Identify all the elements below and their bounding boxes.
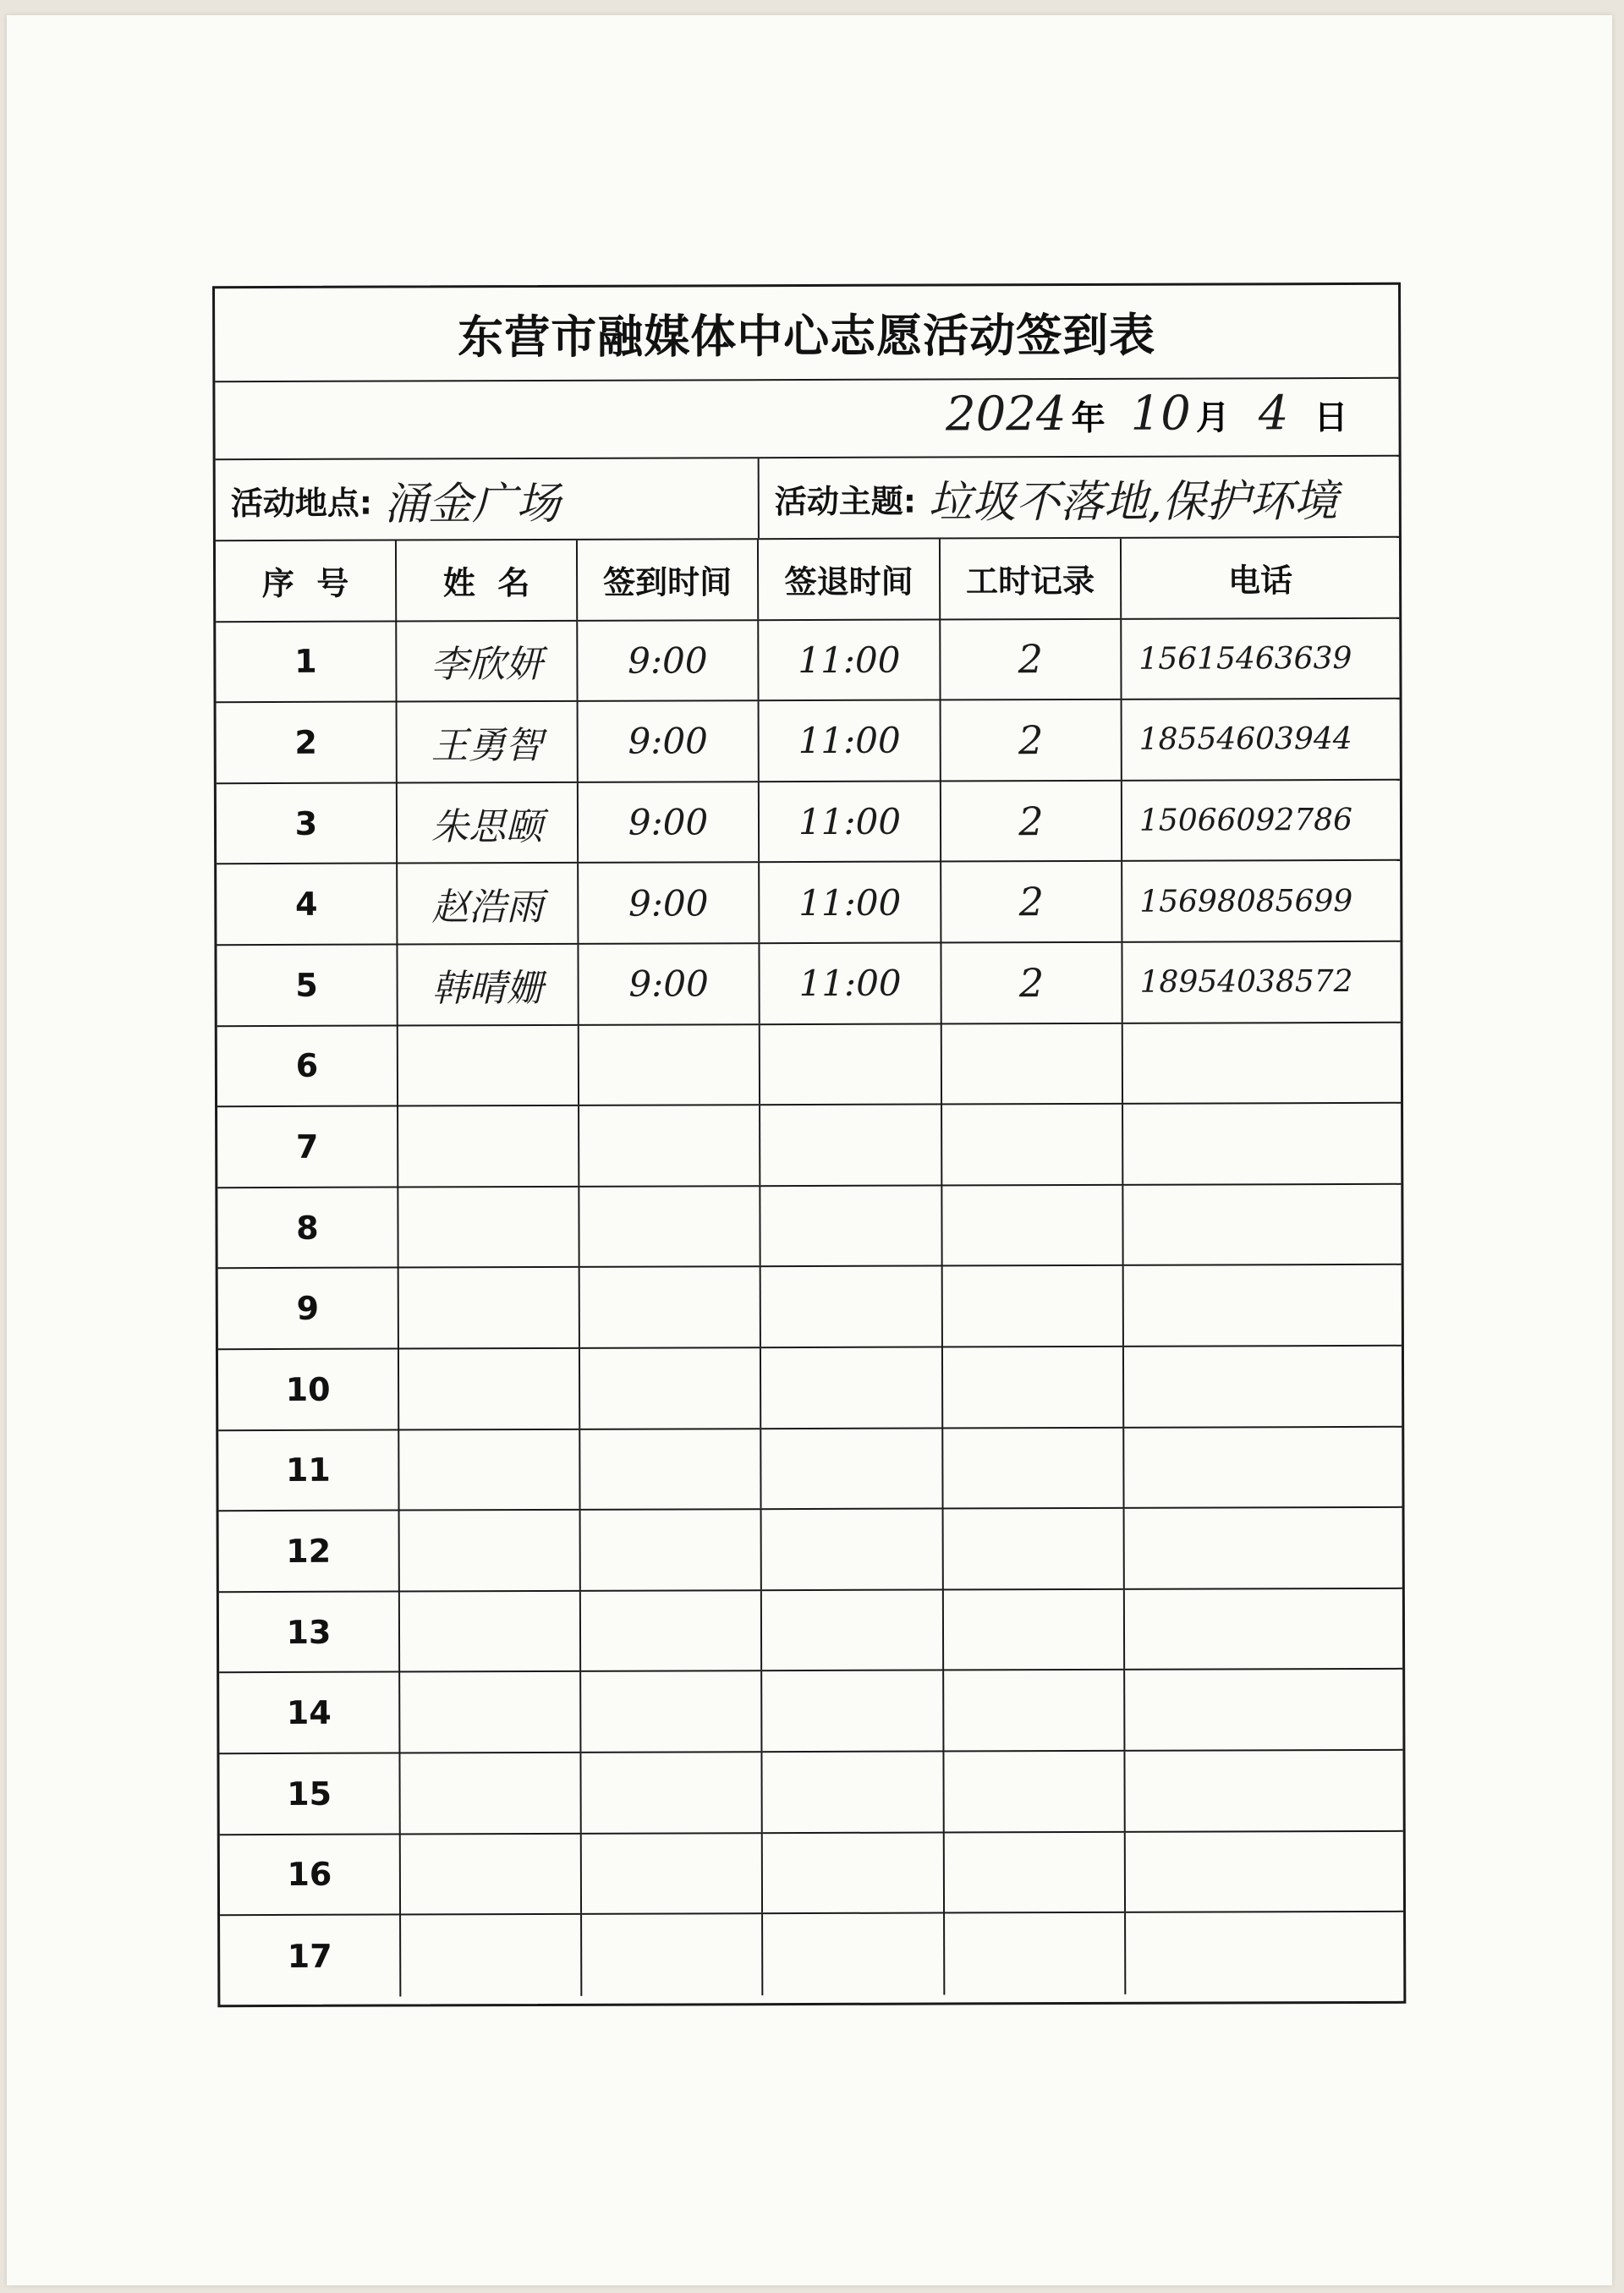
date-row	[215, 379, 1398, 460]
cell-name	[398, 1025, 579, 1105]
cell-hours	[942, 1105, 1123, 1184]
cell-index: 4	[217, 864, 398, 944]
table-row	[217, 1104, 1401, 1188]
cell-hours	[942, 1186, 1123, 1265]
cell-phone	[1124, 1347, 1402, 1427]
cell-name	[401, 1915, 582, 1996]
cell-hours: 2	[941, 700, 1122, 780]
cell-hours: 2	[941, 862, 1122, 941]
cell-hours: 2	[941, 619, 1122, 699]
location-cell	[216, 458, 760, 540]
info-row	[216, 457, 1399, 541]
cell-sign-out-time	[763, 1833, 945, 1912]
cell-sign-in-time	[580, 1268, 761, 1347]
form-title: 东营市融媒体中心志愿活动签到表	[458, 308, 1156, 365]
cell-phone	[1125, 1589, 1402, 1670]
cell-sign-in-time	[580, 1348, 761, 1428]
cell-hours	[942, 1023, 1123, 1103]
table-row	[219, 1508, 1402, 1593]
table-row	[217, 1023, 1401, 1107]
cell-sign-out-time	[762, 1590, 944, 1670]
cell-index: 3	[217, 783, 398, 863]
cell-hours	[943, 1428, 1124, 1507]
cell-name: 朱思颐	[398, 783, 579, 863]
cell-name	[400, 1592, 581, 1671]
cell-phone	[1126, 1831, 1403, 1912]
cell-sign-out-time: 11:00	[760, 944, 941, 1023]
table-row	[217, 699, 1400, 784]
cell-index: 10	[218, 1350, 399, 1429]
cell-sign-in-time: 9:00	[579, 701, 760, 781]
cell-sign-out-time	[761, 1267, 943, 1347]
cell-index: 7	[217, 1107, 398, 1187]
table-row	[216, 618, 1399, 703]
cell-hours	[945, 1913, 1126, 1994]
header-name: 姓 名	[397, 540, 578, 620]
cell-index: 14	[219, 1673, 400, 1753]
cell-index: 6	[217, 1026, 398, 1105]
table-row	[218, 1347, 1402, 1431]
cell-phone: 15615463639	[1138, 640, 1352, 677]
cell-phone: 15066092786	[1138, 803, 1353, 838]
cell-name: 韩晴姗	[398, 945, 579, 1024]
cell-phone	[1125, 1670, 1402, 1750]
cell-sign-in-time: 9:00	[579, 782, 760, 862]
header-phone: 电话	[1228, 562, 1293, 600]
cell-sign-out-time	[761, 1429, 943, 1508]
header-sign-in-time: 签到时间	[578, 540, 759, 619]
cell-hours	[944, 1590, 1125, 1670]
cell-sign-out-time	[761, 1347, 943, 1427]
date-year-label: 年	[1071, 398, 1106, 439]
cell-name	[398, 1188, 579, 1267]
cell-sign-in-time	[582, 1914, 763, 1995]
table-row	[220, 1831, 1403, 1916]
cell-phone: 18954038572	[1139, 964, 1353, 1001]
cell-phone	[1124, 1265, 1402, 1346]
cell-phone	[1125, 1751, 1402, 1831]
date-month: 10	[1130, 386, 1191, 442]
cell-sign-in-time: 9:00	[578, 621, 759, 700]
sign-in-form	[212, 283, 1406, 2007]
cell-index: 8	[217, 1188, 398, 1267]
cell-name	[399, 1429, 580, 1509]
header-sign-out-time: 签退时间	[759, 540, 941, 619]
cell-phone	[1126, 1912, 1403, 1994]
cell-hours: 2	[941, 943, 1122, 1023]
cell-hours	[943, 1347, 1124, 1427]
cell-sign-out-time	[762, 1752, 944, 1831]
location-label: 活动地点:	[230, 484, 373, 522]
cell-hours	[944, 1752, 1125, 1831]
cell-index: 9	[218, 1269, 399, 1348]
table-row	[217, 942, 1400, 1027]
table-header-row	[216, 538, 1399, 623]
header-hours: 工时记录	[941, 539, 1122, 618]
cell-sign-in-time	[579, 1025, 760, 1105]
table-row	[218, 1427, 1402, 1511]
cell-sign-out-time	[760, 1186, 942, 1265]
cell-sign-in-time	[580, 1429, 761, 1509]
date-year: 2024	[945, 387, 1067, 442]
theme-label: 活动主题:	[774, 482, 917, 520]
theme-cell	[760, 457, 1399, 538]
cell-index: 1	[216, 622, 397, 701]
table-row	[219, 1751, 1402, 1835]
cell-phone	[1125, 1508, 1402, 1588]
form-date	[946, 386, 1348, 442]
cell-sign-in-time: 9:00	[579, 944, 760, 1023]
cell-phone	[1123, 1104, 1401, 1184]
table-row	[217, 781, 1400, 865]
cell-hours	[944, 1670, 1125, 1750]
cell-name	[399, 1268, 580, 1347]
cell-index: 13	[219, 1592, 400, 1671]
cell-index: 15	[219, 1754, 400, 1834]
table-row	[220, 1912, 1403, 1997]
cell-sign-out-time: 11:00	[760, 863, 941, 942]
table-row	[217, 861, 1400, 946]
paper-sheet	[7, 15, 1612, 2285]
cell-hours: 2	[941, 782, 1122, 861]
cell-name: 李欣妍	[397, 621, 578, 700]
cell-sign-out-time: 11:00	[760, 782, 941, 861]
cell-phone: 15698085699	[1139, 883, 1353, 919]
date-month-label: 月	[1195, 398, 1230, 438]
cell-index: 5	[217, 946, 398, 1025]
cell-sign-out-time: 11:00	[759, 620, 941, 699]
cell-index: 12	[219, 1511, 400, 1591]
cell-name	[401, 1834, 582, 1913]
cell-name	[399, 1349, 580, 1429]
cell-sign-in-time	[579, 1187, 760, 1266]
cell-name	[400, 1511, 581, 1590]
cell-sign-in-time	[581, 1591, 762, 1670]
cell-index: 16	[220, 1835, 401, 1914]
date-day: 4	[1258, 386, 1289, 442]
cell-name	[398, 1106, 579, 1186]
cell-sign-out-time	[762, 1510, 944, 1589]
cell-name: 王勇智	[398, 702, 579, 782]
table-row	[219, 1589, 1402, 1674]
cell-sign-in-time	[582, 1834, 763, 1913]
cell-name	[400, 1753, 581, 1833]
cell-index: 2	[217, 703, 398, 782]
sign-in-table	[216, 538, 1403, 2005]
cell-phone	[1123, 1023, 1401, 1103]
table-row	[219, 1670, 1402, 1754]
table-row	[218, 1265, 1402, 1350]
cell-index: 11	[218, 1430, 399, 1510]
cell-sign-in-time: 9:00	[579, 864, 760, 943]
cell-name: 赵浩雨	[398, 864, 579, 943]
cell-sign-out-time	[762, 1671, 944, 1751]
cell-sign-out-time	[763, 1914, 945, 1995]
title-row	[215, 285, 1398, 382]
cell-sign-in-time	[581, 1672, 762, 1752]
cell-sign-out-time	[760, 1024, 942, 1104]
cell-sign-in-time	[579, 1105, 760, 1185]
cell-hours	[945, 1832, 1126, 1912]
cell-phone	[1123, 1185, 1401, 1265]
cell-hours	[944, 1509, 1125, 1588]
cell-phone: 18554603944	[1138, 721, 1352, 758]
header-index: 序 号	[216, 541, 397, 621]
cell-name	[400, 1672, 581, 1752]
date-day-label: 日	[1314, 398, 1348, 438]
cell-sign-out-time: 11:00	[760, 701, 941, 781]
cell-sign-in-time	[581, 1510, 762, 1589]
cell-phone	[1124, 1427, 1402, 1507]
cell-hours	[943, 1266, 1124, 1346]
table-row	[217, 1185, 1401, 1270]
cell-index: 17	[220, 1916, 401, 1997]
theme-value: 垃圾不落地,保护环境	[927, 475, 1338, 529]
cell-sign-in-time	[581, 1753, 762, 1832]
cell-sign-out-time	[760, 1105, 942, 1185]
location-value: 涌金广场	[383, 478, 561, 530]
